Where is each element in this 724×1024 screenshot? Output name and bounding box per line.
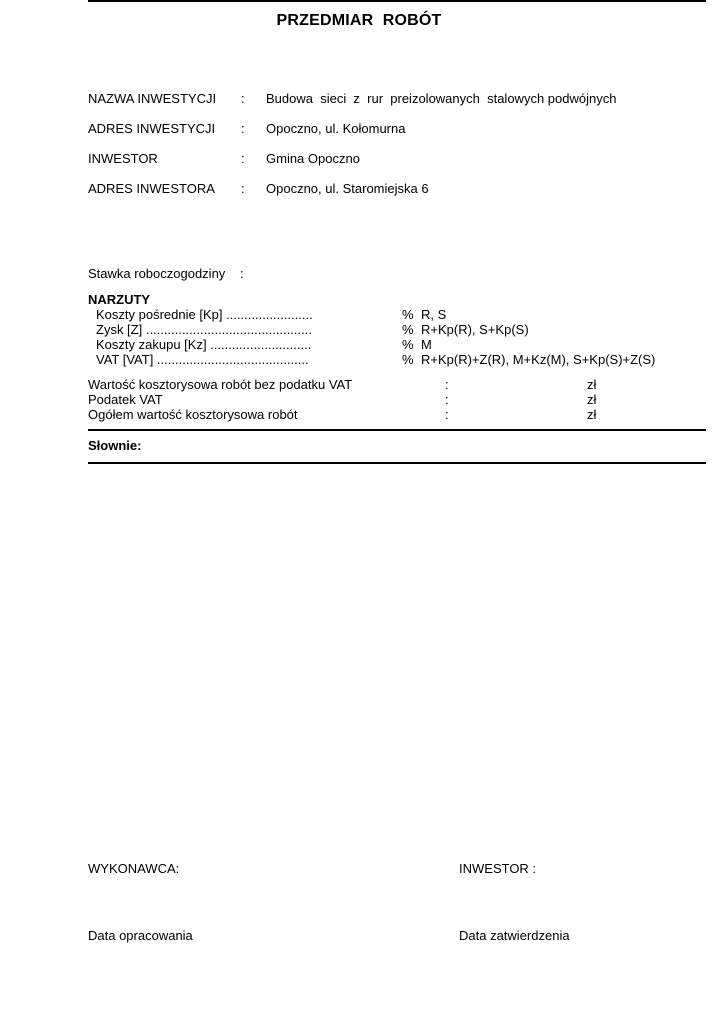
- info-label-investor-address: ADRES INWESTORA: [88, 181, 215, 196]
- narzuty-label-purchase-costs: Koszty zakupu [Kz] ............................: [96, 337, 312, 352]
- info-value-investor: Gmina Opoczno: [266, 151, 360, 166]
- info-value-project-name: Budowa sieci z rur preizolowanych stalowych podwójnych: [266, 91, 617, 106]
- info-separator: :: [241, 181, 245, 196]
- slownie-top-rule: [88, 429, 706, 431]
- info-label-project-name: NAZWA INWESTYCJI: [88, 91, 217, 106]
- totals-separator: :: [445, 392, 449, 407]
- info-value-project-address: Opoczno, ul. Kołomurna: [266, 121, 406, 136]
- totals-unit: zł: [587, 392, 597, 407]
- info-value-investor-address: Opoczno, ul. Staromiejska 6: [266, 181, 429, 196]
- top-rule: [88, 0, 706, 2]
- narzuty-heading: NARZUTY: [88, 292, 151, 307]
- narzuty-percent: %: [402, 307, 414, 322]
- narzuty-percent: %: [402, 337, 414, 352]
- rate-label: Stawka roboczogodziny: [88, 266, 226, 281]
- slownie-bottom-rule: [88, 462, 706, 464]
- narzuty-label-vat: VAT [VAT] ..........................................: [96, 352, 309, 367]
- narzuty-formula-profit: R+Kp(R), S+Kp(S): [421, 322, 529, 337]
- rate-separator: :: [240, 266, 244, 281]
- narzuty-formula-indirect-costs: R, S: [421, 307, 447, 322]
- narzuty-percent: %: [402, 352, 414, 367]
- prepared-date-label: Data opracowania: [88, 928, 193, 943]
- info-separator: :: [241, 151, 245, 166]
- narzuty-percent: %: [402, 322, 414, 337]
- narzuty-formula-vat: R+Kp(R)+Z(R), M+Kz(M), S+Kp(S)+Z(S): [421, 352, 656, 367]
- totals-unit: zł: [587, 407, 597, 422]
- totals-unit: zł: [587, 377, 597, 392]
- info-separator: :: [241, 91, 245, 106]
- contractor-label: WYKONAWCA:: [88, 861, 180, 876]
- approved-date-label: Data zatwierdzenia: [459, 928, 570, 943]
- info-label-investor: INWESTOR: [88, 151, 158, 166]
- totals-separator: :: [445, 407, 449, 422]
- page-title: PRZEDMIAR ROBÓT: [276, 12, 442, 29]
- investor-label: INWESTOR :: [459, 861, 537, 876]
- totals-separator: :: [445, 377, 449, 392]
- narzuty-formula-purchase-costs: M: [421, 337, 432, 352]
- totals-label-net: Wartość kosztorysowa robót bez podatku VAT: [88, 377, 353, 392]
- narzuty-label-indirect-costs: Koszty pośrednie [Kp] ........................: [96, 307, 313, 322]
- slownie-label: Słownie:: [88, 438, 142, 453]
- totals-label-vat: Podatek VAT: [88, 392, 163, 407]
- info-separator: :: [241, 121, 245, 136]
- narzuty-label-profit: Zysk [Z] ..............................................: [96, 322, 312, 337]
- info-label-project-address: ADRES INWESTYCJI: [88, 121, 216, 136]
- totals-label-gross: Ogółem wartość kosztorysowa robót: [88, 407, 298, 422]
